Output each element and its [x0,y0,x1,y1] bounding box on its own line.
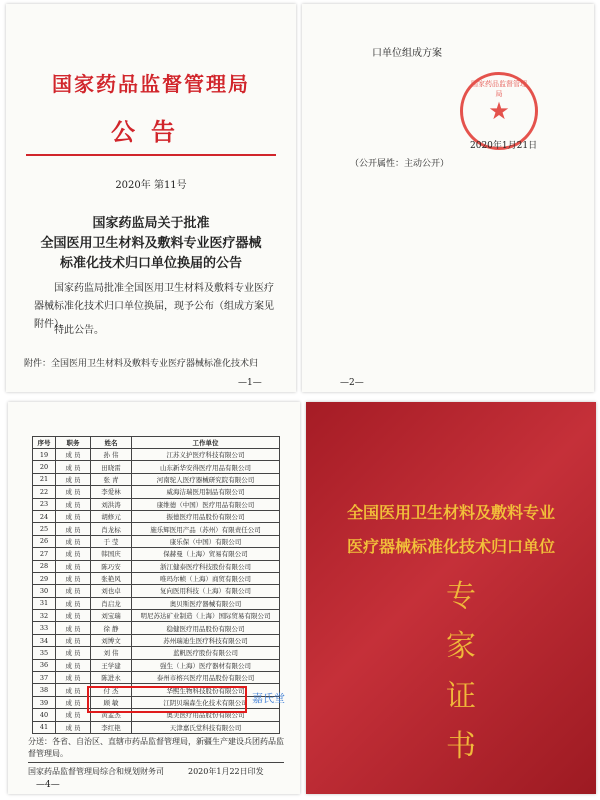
issuing-authority: 国家药品监督管理局 [52,72,250,96]
seal-text: 国家药品监督管理局 [471,80,527,98]
table-row [33,634,280,646]
row-position-cell: 成 员 [56,709,91,721]
cover-cert-char: 证 [446,679,476,714]
row-employer-cell: 康乐保（中国）有限公司 [132,535,280,547]
row-employer-cell: 河南驼人医疗器械研究院有限公司 [132,473,280,485]
table-row [33,622,280,634]
row-employer-cell: 江阴贝瑞森生化技术有限公司 [132,696,280,708]
row-name-cell: 韩国庆 [91,548,132,560]
row-name-cell: 刘也卓 [91,585,132,597]
announcement-body: 国家药监局批准全国医用卫生材料及敷料专业医疗器械标准化技术归口单位换届，现予公布（组成方案见附件）。 [34,283,274,330]
row-name-cell: 李爱林 [91,486,132,498]
row-number-cell: 32 [33,610,56,622]
table-row [33,548,280,560]
row-number-cell: 33 [33,622,56,634]
row-name-cell: 刘宝瑞 [91,610,132,622]
announcement-heading: 公告 [111,117,191,146]
row-number-cell: 21 [33,473,56,485]
row-position-cell: 成 员 [56,510,91,522]
table-row [33,461,280,473]
row-name-cell: 于 莹 [91,535,132,547]
row-position-cell: 成 员 [56,585,91,597]
print-date: 2020年1月22日印发 [188,767,264,776]
row-name-cell: 张艳风 [91,572,132,584]
announcement-closing: 特此公告。 [54,325,104,336]
row-name-cell: 陈进永 [91,672,132,684]
member-list-page [8,402,300,794]
row-name-cell: 田晓雷 [91,461,132,473]
footer-divider [28,762,284,763]
row-position-cell: 成 员 [56,498,91,510]
row-number-cell: 26 [33,535,56,547]
row-employer-cell: 奥贝斯医疗器械有限公司 [132,597,280,609]
row-name-cell: 胡修元 [91,510,132,522]
row-name-cell: 肖龙标 [91,523,132,535]
announcement-title-line-1: 国家药监局关于批准 [92,216,210,231]
row-name-cell: 刘 伟 [91,647,132,659]
row-employer-cell: 山东新华安得医疗用品有限公司 [132,461,280,473]
row-number-cell: 23 [33,498,56,510]
row-position-cell: 成 员 [56,560,91,572]
row-number-cell: 20 [33,461,56,473]
row-employer-cell: 施乐辉医用产品（苏州）有限责任公司 [132,523,280,535]
page-number: —2— [340,378,364,388]
row-number-cell: 35 [33,647,56,659]
row-name-cell: 李红艳 [91,721,132,733]
row-employer-cell: 华熙生物科技股份有限公司 [132,684,280,696]
column-header: 序号 [33,437,56,449]
row-position-cell: 成 员 [56,535,91,547]
table-row [33,597,280,609]
row-employer-cell: 稳健医疗用品股份有限公司 [132,622,280,634]
row-position-cell: 成 员 [56,486,91,498]
row-position-cell: 成 员 [56,449,91,461]
table-row [33,498,280,510]
row-employer-cell: 康维德（中国）医疗用品有限公司 [132,498,280,510]
row-number-cell: 36 [33,659,56,671]
row-employer-cell: 明尼苏达矿业制造（上海）国际贸易有限公司 [132,610,280,622]
cover-cert-char: 书 [446,729,476,764]
row-name-cell: 王学建 [91,659,132,671]
table-header-row [33,437,280,449]
table-row [33,523,280,535]
row-position-cell: 成 员 [56,684,91,696]
row-employer-cell: 天津嘉氏堂科技有限公司 [132,721,280,733]
red-divider-line [26,154,276,156]
issuing-office: 国家药品监督管理局综合和规划财务司 [28,767,164,776]
seal-star-icon: ★ [488,97,510,125]
cover-cert-char: 专 [446,579,476,614]
row-employer-cell: 唯玛尔帧（上海）商贸有限公司 [132,572,280,584]
row-position-cell: 成 员 [56,721,91,733]
row-number-cell: 27 [33,548,56,560]
row-employer-cell: 江苏义护医疗科技有限公司 [132,449,280,461]
row-position-cell: 成 员 [56,597,91,609]
table-row [33,585,280,597]
row-number-cell: 31 [33,597,56,609]
row-number-cell: 19 [33,449,56,461]
row-name-cell: 刘博文 [91,634,132,646]
row-number-cell: 30 [33,585,56,597]
highlight-label: 嘉氏堂 [252,692,285,705]
attachment-continuation: 口单位组成方案 [372,48,442,59]
row-position-cell: 成 员 [56,634,91,646]
cover-title-line-2: 医疗器械标准化技术归口单位 [346,537,555,556]
highlight-box [87,686,247,713]
row-position-cell: 成 员 [56,461,91,473]
table-row [33,486,280,498]
row-name-cell: 付 杰 [91,684,132,696]
table-row [33,659,280,671]
table-row [33,647,280,659]
public-attribute: （公开属性：主动公开） [350,159,450,169]
table-row [33,510,280,522]
row-name-cell: 徐 静 [91,622,132,634]
cover-cert-char: 家 [446,629,476,664]
table-row [33,610,280,622]
row-name-cell: 顾 敏 [91,696,132,708]
row-employer-cell: 威海洁瑞医用制品有限公司 [132,486,280,498]
row-number-cell: 37 [33,672,56,684]
table-row [33,535,280,547]
row-employer-cell: 复向医用科技（上海）有限公司 [132,585,280,597]
table-row [33,721,280,733]
column-header: 工作单位 [132,437,280,449]
column-header: 姓名 [91,437,132,449]
row-number-cell: 24 [33,510,56,522]
row-number-cell: 38 [33,684,56,696]
row-employer-cell: 奥美医疗用品股份有限公司 [132,709,280,721]
row-position-cell: 成 员 [56,572,91,584]
row-number-cell: 40 [33,709,56,721]
row-position-cell: 成 员 [56,523,91,535]
table-row [33,449,280,461]
row-position-cell: 成 员 [56,548,91,560]
page-number: —1— [238,378,262,388]
row-employer-cell: 振德医疗用品股份有限公司 [132,510,280,522]
row-number-cell: 28 [33,560,56,572]
table-row [33,572,280,584]
row-position-cell: 成 员 [56,622,91,634]
signing-date: 2020年1月21日 [470,141,538,151]
row-position-cell: 成 员 [56,672,91,684]
attachment-note: 附件：全国医用卫生材料及敷料专业医疗器械标准化技术归 [24,359,259,369]
row-employer-cell: 浙江健泰医疗科技股份有限公司 [132,560,280,572]
table-row [33,672,280,684]
row-name-cell: 孙 伟 [91,449,132,461]
announcement-page-1 [6,4,296,392]
row-employer-cell: 强生（上海）医疗器材有限公司 [132,659,280,671]
row-position-cell: 成 员 [56,473,91,485]
cover-title-line-1: 全国医用卫生材料及敷料专业 [346,503,555,522]
row-number-cell: 25 [33,523,56,535]
row-position-cell: 成 员 [56,696,91,708]
announcement-title-line-2: 全国医用卫生材料及敷料专业医疗器械 [40,236,262,251]
distribution-note: 分送：各省、自治区、直辖市药品监督管理局，新疆生产建设兵团药品监督管理局。 [28,737,284,758]
row-position-cell: 成 员 [56,659,91,671]
row-number-cell: 34 [33,634,56,646]
row-name-cell: 刘洪涛 [91,498,132,510]
row-name-cell: 肖启龙 [91,597,132,609]
row-employer-cell: 苏州瑞迪生医疗科技有限公司 [132,634,280,646]
announcement-title-line-3: 标准化技术归口单位换届的公告 [59,256,242,271]
row-number-cell: 39 [33,696,56,708]
table-row [33,560,280,572]
announcement-page-2 [302,4,594,392]
row-position-cell: 成 员 [56,610,91,622]
document-number: 2020年 第11号 [115,180,187,191]
row-employer-cell: 蓝帆医疗股份有限公司 [132,647,280,659]
column-header: 职务 [56,437,91,449]
row-name-cell: 黄孟杰 [91,709,132,721]
row-employer-cell: 泰州市榕兴医疗用品股份有限公司 [132,672,280,684]
certificate-cover [306,402,596,794]
table-row [33,473,280,485]
row-name-cell: 陈巧安 [91,560,132,572]
row-name-cell: 张 青 [91,473,132,485]
row-employer-cell: 保赫曼（上海）贸易有限公司 [132,548,280,560]
page-number: —4— [36,780,60,790]
row-number-cell: 41 [33,721,56,733]
row-number-cell: 29 [33,572,56,584]
row-number-cell: 22 [33,486,56,498]
row-position-cell: 成 员 [56,647,91,659]
